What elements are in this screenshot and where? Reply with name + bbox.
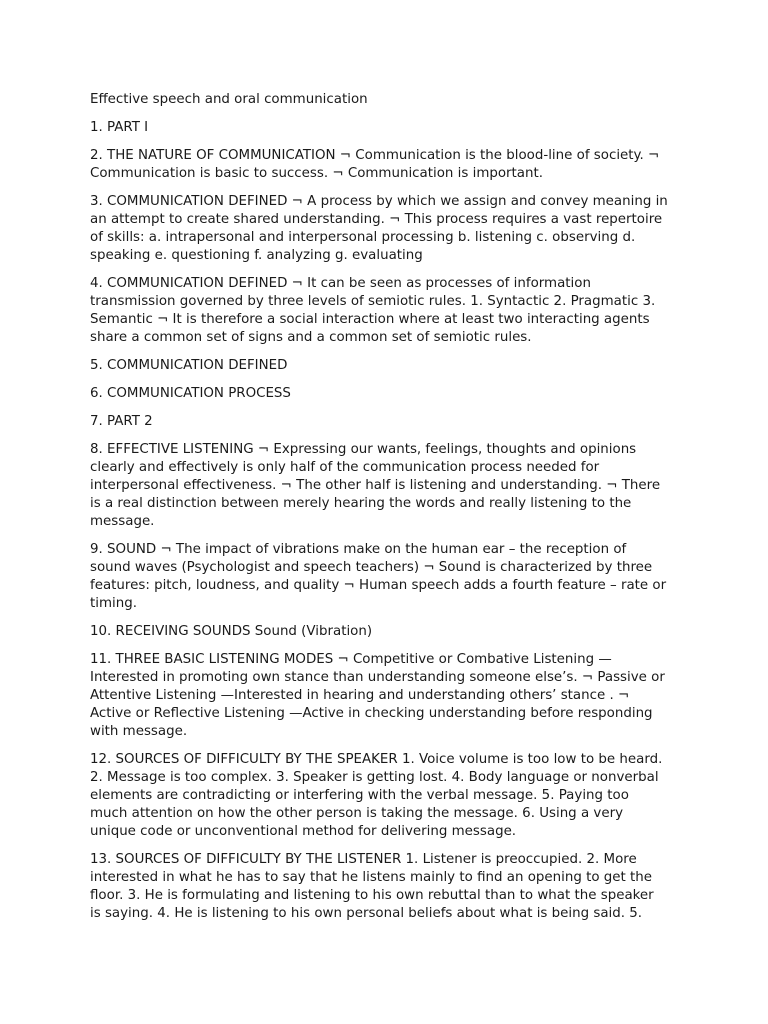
paragraph-4: 4. COMMUNICATION DEFINED ¬ It can be seen as processes of information transmission governed by three levels of semiotic rules. 1. Syntactic 2. Pragmatic 3. Semantic ¬ It is therefore a social interaction where at least two interacting agents share a common set of signs and a common set of semiotic rules. [90,276,656,345]
paragraph-11: 11. THREE BASIC LISTENING MODES ¬ Competitive or Combative Listening —Interested in promoting own stance than understanding someone else’s. ¬ Passive or Attentive Listening —Interested in hearing and understanding others’ stance . ¬ Active or Reflective Listening —Active in checking understanding before responding with message. [90,652,665,739]
paragraph-8: 8. EFFECTIVE LISTENING ¬ Expressing our wants, feelings, thoughts and opinions clearly and effectively is only half of the communication process needed for interpersonal effectiveness. ¬ The other half is listening and understanding. ¬ There is a real distinction between merely hearing the words and really listening to the message. [90,442,661,529]
paragraph-10: 10. RECEIVING SOUNDS Sound (Vibration) [90,624,373,639]
paragraph-5: 5. COMMUNICATION DEFINED [90,358,288,373]
paragraph-9: 9. SOUND ¬ The impact of vibrations make on the human ear – the reception of sound waves (Psychologist and speech teachers) ¬ Sound is characterized by three features: pitch, loudness, and quality ¬ Human speech adds a fourth feature – rate or timing. [90,542,667,611]
document-title: Effective speech and oral communication [90,92,368,107]
paragraph-1: 1. PART I [90,120,149,135]
paragraph-3: 3. COMMUNICATION DEFINED ¬ A process by which we assign and convey meaning in an attempt to create shared understanding. ¬ This process requires a vast repertoire of skills: a. intrapersonal and interpersonal processing b. listening c. observing d. speaking e. questioning f. analyzing g. evaluating [90,194,668,263]
paragraph-12: 12. SOURCES OF DIFFICULTY BY THE SPEAKER 1. Voice volume is too low to be heard. 2. Message is too complex. 3. Speaker is getting lost. 4. Body language or nonverbal elements are contradicting or interfering with the verbal message. 5. Paying too much attention on how the other person is taking the message. 6. Using a very unique code or unconventional method for delivering message. [90,752,663,839]
paragraph-7: 7. PART 2 [90,414,153,429]
paragraph-2: 2. THE NATURE OF COMMUNICATION ¬ Communication is the blood-line of society. ¬ Communication is basic to success. ¬ Communication is important. [90,148,660,181]
paragraph-13: 13. SOURCES OF DIFFICULTY BY THE LISTENER 1. Listener is preoccupied. 2. More interested in what he has to say that he listens mainly to find an opening to get the floor. 3. He is formulating and listening to his own rebuttal than to what the speaker is saying. 4. He is listening to his own personal beliefs about what is being said. 5. [90,852,654,921]
paragraph-6: 6. COMMUNICATION PROCESS [90,386,291,401]
